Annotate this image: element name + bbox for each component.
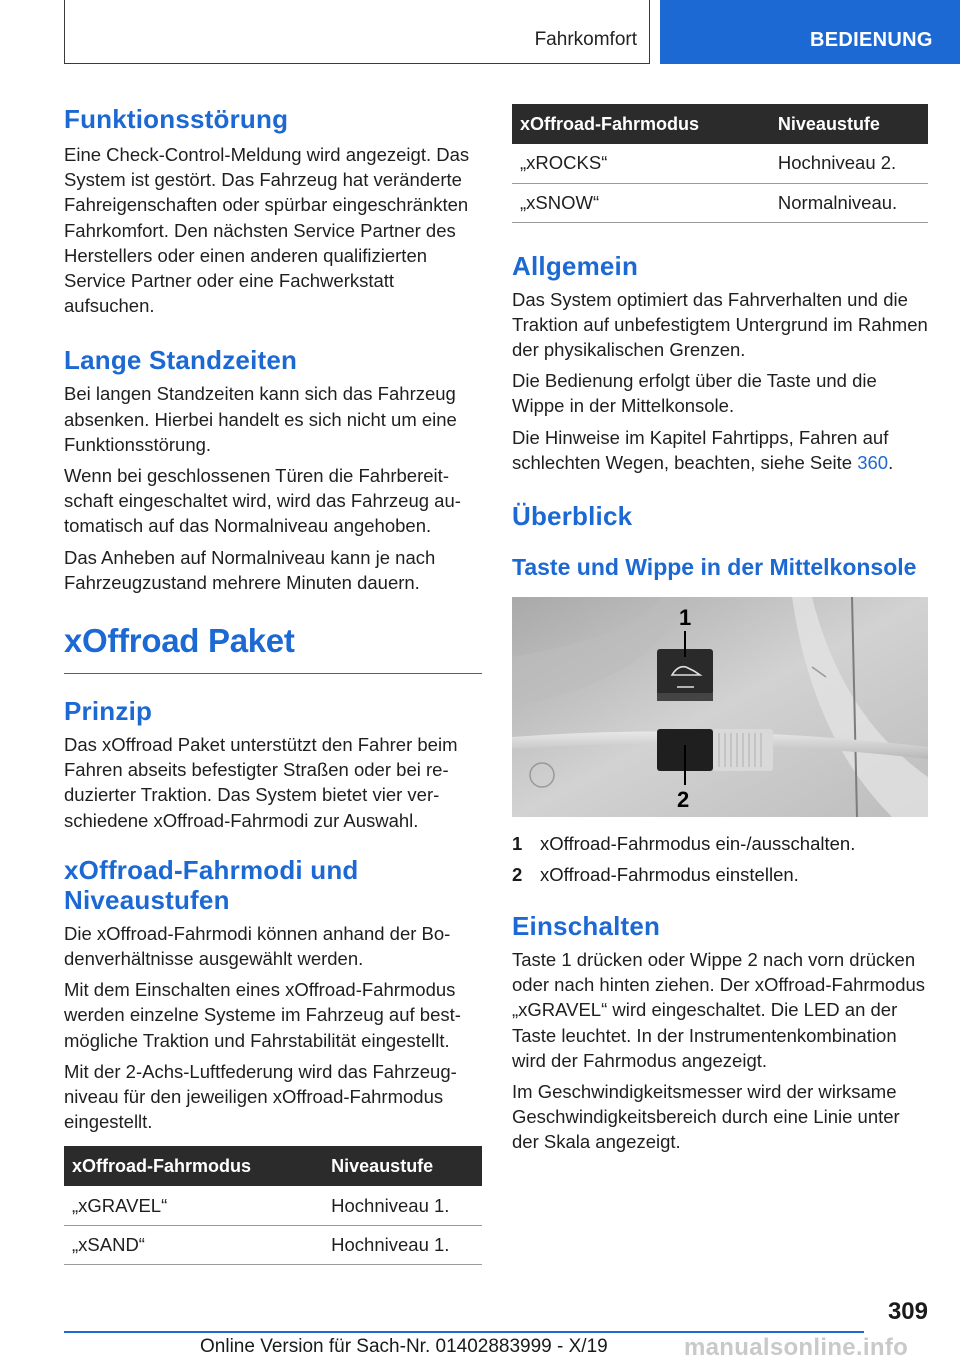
table-row — [64, 1225, 482, 1264]
header-section-box — [64, 0, 650, 64]
heading-lange-standzeiten: Lange Standzeiten — [64, 345, 298, 376]
heading-prinzip: Prinzip — [64, 696, 153, 727]
table-header-mode: xOffroad-Fahrmodus — [512, 104, 770, 144]
callout-item — [512, 831, 928, 856]
table-header-mode: xOffroad-Fahrmodus — [64, 1146, 323, 1186]
paragraph: Das Anheben auf Normalniveau kann je nach Fahrzeugzustand mehrere Minuten dauern. — [64, 546, 436, 593]
table-cell-level: Hochniveau 1. — [323, 1225, 482, 1264]
paragraph — [512, 425, 928, 475]
center-console-illustration — [512, 597, 928, 817]
table-row — [512, 144, 928, 183]
watermark-text: manualsonline.info — [684, 1334, 909, 1361]
footer-divider — [64, 1331, 864, 1333]
table-header-row — [512, 104, 928, 144]
table-cell-mode: „xROCKS“ — [512, 144, 770, 183]
center-console-figure — [512, 597, 928, 817]
niveau-table-left — [64, 1146, 482, 1265]
paragraph: Mit dem Einschalten eines xOffroad-Fahrmodus werden einzelne Systeme im Fahrzeug auf bestmögliche Traktion und Fahrstabilität eingestellt. — [64, 979, 461, 1051]
page-number: 309 — [887, 1298, 928, 1325]
paragraph: Das System optimiert das Fahrverhalten und die Traktion auf unbefestigtem Untergrund im Rahmen der physikalischen Grenzen. — [512, 288, 928, 360]
header-chapter-title: BEDIENUNG — [810, 29, 933, 51]
paragraph: Bei langen Standzeiten kann sich das Fahrzeug absenken. Hierbei handelt es sich nicht um eine Funktionsstörung. — [64, 383, 457, 455]
callout-item — [512, 862, 928, 887]
right-column — [512, 104, 928, 1155]
paragraph: Eine Check-Control-Meldung wird angezeigt. Das System ist gestört. Das Fahrzeug hat veränderte Fahreigenschaften oder spürbar eingeschränkten Fahrkomfort. Den nächsten Service Partner des Herstellers oder einen anderen qualifizierten Service Partner oder eine Fachwerkstatt aufsuchen. — [64, 144, 470, 317]
table-cell-mode: „xGRAVEL“ — [64, 1186, 323, 1225]
heading-funktionsstoerung: Funktionsstörung — [64, 104, 289, 134]
paragraph-text: Die Hinweise im Kapitel Fahrtipps, Fahren auf schlechten Wegen, beachten, siehe Seite — [512, 426, 889, 473]
table-cell-level: Hochniveau 1. — [323, 1186, 482, 1225]
heading-ueberblick: Überblick — [512, 500, 633, 531]
figure-label-1: 1 — [679, 604, 692, 630]
heading-xoffroad-paket: xOffroad Paket — [64, 621, 482, 674]
heading-einschalten: Einschalten — [512, 910, 661, 941]
callout-number: 2 — [512, 863, 523, 885]
left-column — [64, 104, 482, 1265]
heading-fahrmodi-niveaustufen: xOffroad-Fahrmodi und Niveaustufen — [64, 854, 359, 915]
table-cell-level: Normalniveau. — [770, 183, 928, 222]
table-row — [64, 1186, 482, 1225]
callout-number: 1 — [512, 832, 523, 854]
table-cell-mode: „xSAND“ — [64, 1225, 323, 1264]
paragraph: Im Geschwindigkeitsmesser wird der wirksame Geschwindigkeitsbereich durch eine Linie unter der Skala angezeigt. — [512, 1080, 900, 1153]
header-section-title: Fahrkomfort — [534, 29, 637, 50]
header-chapter-tab — [660, 0, 960, 64]
callout-text: xOffroad-Fahrmodus einstellen. — [540, 863, 799, 885]
footer-online-version: Online Version für Sach-Nr. 01402883999 - X/19 — [200, 1336, 608, 1357]
paragraph: Taste 1 drücken oder Wippe 2 nach vorn drücken oder nach hinten ziehen. Der xOffroad-Fahrmodus „xGRAVEL“ wird eingeschaltet. Die LED an der Taste leuchtet. In der Instrumentenkombination wird der Fahrmodus angezeigt. — [512, 948, 926, 1071]
heading-allgemein: Allgemein — [512, 250, 639, 281]
figure-callout-list — [512, 831, 928, 887]
table-header-level: Niveaustufe — [323, 1146, 482, 1186]
page-reference-link[interactable]: 360 — [857, 451, 889, 473]
table-cell-level: Hochniveau 2. — [770, 144, 928, 183]
paragraph: Die Bedienung erfolgt über die Taste und die Wippe in der Mittelkonsole. — [512, 370, 877, 417]
paragraph: Mit der 2-Achs-Luftfederung wird das Fahrzeugniveau für den jeweiligen xOffroad-Fahrmodus eingestellt. — [64, 1060, 457, 1133]
callout-text: xOffroad-Fahrmodus ein-/ausschalten. — [540, 832, 856, 854]
table-header-level: Niveaustufe — [770, 104, 928, 144]
paragraph: Die xOffroad-Fahrmodi können anhand der Bodenverhältnisse ausgewählt werden. — [64, 922, 451, 970]
figure-label-2: 2 — [677, 786, 690, 812]
niveau-table-right — [512, 104, 928, 223]
paragraph: Das xOffroad Paket unterstützt den Fahrer beim Fahren abseits befestigter Straßen oder bei reduzierter Traktion. Das System bietet vier verschiedene xOffroad-Fahrmodi zur Auswahl. — [64, 734, 458, 831]
paragraph: Wenn bei geschlossenen Türen die Fahrbereitschaft eingeschaltet wird, wird das Fahrzeug automatisch auf das Normalniveau angehoben. — [64, 465, 461, 537]
paragraph-text: . — [888, 451, 894, 473]
table-header-row — [64, 1146, 482, 1186]
heading-taste-wippe: Taste und Wippe in der Mittelkonsole — [512, 553, 917, 580]
table-row — [512, 183, 928, 222]
table-cell-mode: „xSNOW“ — [512, 183, 770, 222]
